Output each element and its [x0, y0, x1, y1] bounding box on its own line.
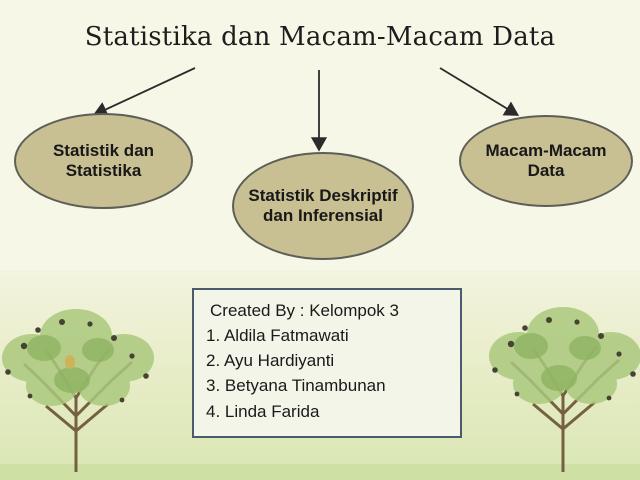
- node-label: Statistik dan Statistika: [52, 140, 155, 180]
- slide-title: Statistika dan Macam-Macam Data: [84, 22, 556, 52]
- node-label: Macam-Macam Data: [485, 140, 607, 180]
- tree-right-decoration: [453, 276, 640, 476]
- node-macam-macam-data[interactable]: [459, 115, 633, 207]
- node-label: Statistik Deskriptif dan Inferensial: [248, 185, 398, 225]
- credits-member: 4. Linda Farida: [206, 401, 320, 421]
- node-statistik-deskriptif-dan-inferensial[interactable]: [232, 152, 414, 260]
- credits-box: [192, 288, 462, 438]
- arrow-to-right-node: [440, 68, 516, 114]
- arrow-to-left-node: [96, 68, 195, 114]
- tree-left-decoration: [0, 276, 187, 476]
- credits-member: 3. Betyana Tinambunan: [206, 376, 386, 396]
- credits-heading: Created By : Kelompok 3: [210, 301, 399, 320]
- credits-member: 1. Aldila Fatmawati: [206, 326, 349, 346]
- credits-member: 2. Ayu Hardiyanti: [206, 351, 335, 371]
- node-statistik-dan-statistika[interactable]: [14, 113, 193, 209]
